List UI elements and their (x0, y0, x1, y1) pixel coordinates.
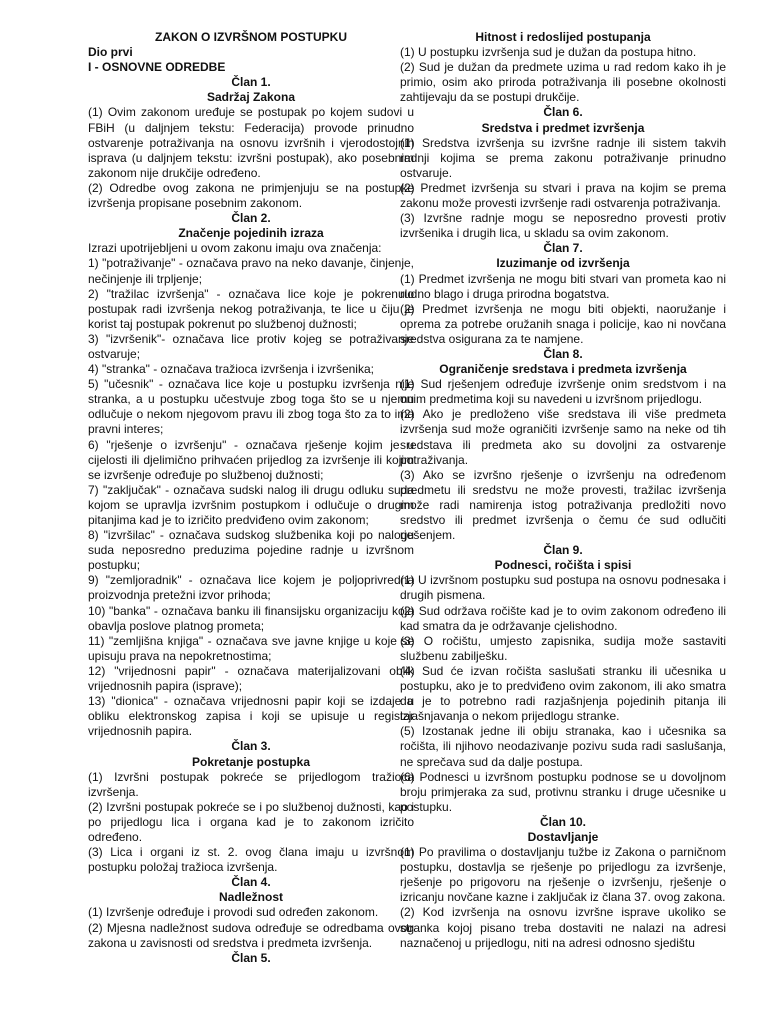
article-5-paragraph-2: (2) Sud je dužan da predmete uzima u rad redom kako ih je primio, osim ako priroda potraživanja ili posebne okolnosti zahtijevaju da se postupi drukčije. (400, 60, 726, 105)
article-3-paragraph-3: (3) Lica i organi iz st. 2. ovog člana imaju u izvršnom postupku položaj tražioca izvršenja. (88, 845, 414, 875)
article-9-heading: Član 9. (543, 543, 583, 558)
article-8-paragraph-3: (3) Ako se izvršno rješenje o izvršenju na određenom predmetu ili sredstvu ne može provesti, tražilac izvršenja može radi namirenja istog potraživanja predložiti novo sredstvo ili predmet izvršenja o čemu će sud odlučiti rješenjem. (400, 467, 726, 543)
article-4-title: Nadležnost (218, 890, 283, 905)
article-1-title: Sadržaj Zakona (206, 90, 296, 105)
article-4-paragraph-2: (2) Mjesna nadležnost sudova određuje se odredbama ovog zakona u zavisnosti od sredstva i predmeta izvršenja. (88, 920, 414, 950)
article-9-paragraph-3: (3) O ročištu, umjesto zapisnika, sudija može sastaviti službenu zabilješku. (400, 633, 726, 663)
article-9-paragraph-1: (1) U izvršnom postupku sud postupa na osnovu podnesaka i drugih pismena. (400, 573, 726, 603)
article-4-heading: Član 4. (231, 875, 271, 890)
article-3-paragraph-1: (1) Izvršni postupak pokreće se prijedlogom tražioca izvršenja. (88, 769, 414, 799)
article-2-item-5: 5) "učesnik" - označava lice koje u postupku izvršenja nije stranka, a u postupku učestvuje zbog toga što se u njemu odlučuje o nekom njegovom pravu ili zbog toga što za to ima pravni interes; (88, 377, 414, 437)
left-column (88, 30, 414, 1020)
article-6-title: Sredstva i predmet izvršenja (481, 120, 645, 135)
article-4-paragraph-1: (1) Izvršenje određuje i provodi sud određen zakonom. (88, 905, 379, 920)
article-9-paragraph-6: (6) Podnesci u izvršnom postupku podnose se u dovoljnom broju primjeraka za sud, protivnu stranku i druge učesnike u postupku. (400, 769, 726, 814)
article-10-paragraph-2: (2) Kod izvršenja na osnovu izvršne isprave ukoliko se stranka kojoj pisano treba dostaviti ne nalazi na adresi naznačenoj u prijedlogu, niti na adresi odnosno sjedištu (400, 905, 726, 950)
article-9-paragraph-4: (4) Sud će izvan ročišta saslušati stranku ili učesnika u postupku, ako je to predviđeno ovim zakonom, ili ako smatra da je to potrebno radi razjašnjenja pojedinih pitanja ili izjašnjavanja o nekom prijedlogu stranke. (400, 663, 726, 724)
article-10-title: Dostavljanje (527, 829, 599, 844)
article-6-heading: Član 6. (543, 105, 583, 120)
article-8-paragraph-2: (2) Ako je predloženo više sredstava ili više predmeta izvršenja sud može ograničiti izvršenje samo na neke od tih sredstava ili predmeta ako su dovoljni za ostvarenje potraživanja. (400, 407, 726, 467)
right-column (400, 30, 726, 1020)
section-heading: I - OSNOVNE ODREDBE (88, 60, 226, 75)
article-9-paragraph-2: (2) Sud održava ročište kad je to ovim zakonom određeno ili kad smatra da je održavanje cjelishodno. (400, 603, 726, 633)
article-2-intro: Izrazi upotrijebljeni u ovom zakonu imaju ova značenja: (88, 241, 382, 256)
article-3-title: Pokretanje postupka (191, 754, 311, 769)
article-10-paragraph-1: (1) Po pravilima o dostavljanju tužbe iz Zakona o parničnom postupku, dostavlja se rješenje po prijedlogu za izvršenje, rješenje po prigovoru na rješenje o izvršenju, rješenje o izricanju novčane kazne i zaključak iz člana 37. ovog zakona. (400, 845, 726, 905)
article-1-paragraph-1: (1) Ovim zakonom uređuje se postupak po kojem sudovi u FBiH (u daljnjem tekstu: Federacija) provode prinudno ostvarenje potraživanja na osnovu izvršnih i vjerodostojnih isprava (u daljnjem tekstu: izvršni postupak), ako posebnim zakonom nije drukčije određeno. (88, 105, 414, 180)
article-2-item-8: 8) "izvršilac" - označava sudskog službenika koji po nalogu suda neposredno preduzima pojedine radnje u izvršnom postupku; (88, 528, 414, 573)
law-title: ZAKON O IZVRŠNOM POSTUPKU (154, 30, 347, 44)
article-7-heading: Član 7. (543, 241, 583, 256)
article-2-title: Značenje pojedinih izraza (178, 226, 324, 241)
article-3-heading: Član 3. (231, 739, 271, 754)
article-2-item-1: 1) "potraživanje" - označava pravo na neko davanje, činjenje, nečinjenje ili trpljenje; (88, 256, 414, 286)
article-8-title: Ograničenje sredstava i predmeta izvršenja (439, 362, 687, 377)
article-2-heading: Član 2. (231, 211, 271, 226)
part-heading: Dio prvi (88, 45, 133, 60)
article-2-item-7: 7) "zaključak" - označava sudski nalog ili drugu odluku suda kojom se upravlja izvršnim postupkom i odlučuje o drugim pitanjima kad je to izričito predviđeno ovim zakonom; (88, 482, 414, 527)
article-2-item-3: 3) "izvršenik"- označava lice protiv kojeg se potraživanje ostvaruje; (88, 331, 414, 361)
article-9-paragraph-5: (5) Izostanak jedne ili obiju stranaka, kao i učesnika sa ročišta, ili njihovo neodazivanje pozivu suda radi saslušanja, ne sprečava sud da dalje postupa. (400, 724, 726, 769)
article-10-heading: Član 10. (539, 814, 587, 829)
article-5-title: Hitnost i redoslijed postupanja (475, 30, 651, 44)
article-2-item-2: 2) "tražilac izvršenja" - označava lice koje je pokrenulo postupak radi izvršenja nekog potraživanja, te lice u čiju je korist taj postupak pokrenut po službenoj dužnosti; (88, 286, 414, 331)
article-2-item-11: 11) "zemljišna knjiga" - označava sve javne knjige u koje se upisuju prava na nepokretnostima; (88, 633, 414, 663)
article-2-item-6: 6) "rješenje o izvršenju" - označava rješenje kojim je u cijelosti ili djelimično prihvaćen prijedlog za izvršenje ili kojim se izvršenje određuje po službenoj dužnosti; (88, 437, 414, 482)
article-2-item-10: 10) "banka" - označava banku ili finansijsku organizaciju koja obavlja poslove platnog prometa; (88, 603, 414, 633)
article-6-paragraph-1: (1) Sredstva izvršenja su izvršne radnje ili sistem takvih radnji kojima se prema zakonu potraživanje prinudno ostvaruje. (400, 135, 726, 180)
article-7-title: Izuzimanje od izvršenja (496, 256, 630, 271)
article-7-paragraph-1: (1) Predmet izvršenja ne mogu biti stvari van prometa kao ni rudno blago i druga prirodna bogatstva. (400, 271, 726, 301)
article-1-heading: Član 1. (231, 75, 271, 90)
article-2-item-12: 12) "vrijednosni papir" - označava materijalizovani oblik vrijednosnih papira (isprave); (88, 663, 414, 694)
article-2-item-13: 13) "dionica" - označava vrijednosni papir koji se izdaje u obliku elektronskog zapisa i koji se upisuje u registar vrijednosnih papira. (88, 694, 414, 739)
article-5-heading: Član 5. (231, 950, 271, 965)
article-6-paragraph-2: (2) Predmet izvršenja su stvari i prava na kojim se prema zakonu može provesti izvršenje radi ostvarenja potraživanja. (400, 180, 726, 211)
article-3-paragraph-2: (2) Izvršni postupak pokreće se i po službenoj dužnosti, kao i po prijedlogu lica i organa kad je to zakonom izričito određeno. (88, 799, 414, 844)
article-6-paragraph-3: (3) Izvršne radnje mogu se neposredno provesti protiv izvršenika i drugih lica, u skladu sa ovim zakonom. (400, 211, 726, 241)
article-8-heading: Član 8. (543, 346, 583, 361)
article-8-paragraph-1: (1) Sud rješenjem određuje izvršenje onim sredstvom i na onim predmetima koji su navedeni u izvršnom prijedlogu. (400, 377, 726, 407)
article-9-title: Podnesci, ročišta i spisi (494, 558, 632, 573)
article-5-paragraph-1: (1) U postupku izvršenja sud je dužan da postupa hitno. (400, 45, 697, 60)
article-2-item-9: 9) "zemljoradnik" - označava lice kojem je poljoprivredna proizvodnja pretežni izvor prihoda; (88, 573, 414, 603)
article-1-paragraph-2: (2) Odredbe ovog zakona ne primjenjuju se na postupke izvršenja propisane posebnim zakonom. (88, 180, 414, 211)
article-2-item-4: 4) "stranka" - označava tražioca izvršenja i izvršenika; (88, 362, 374, 377)
article-7-paragraph-2: (2) Predmet izvršenja ne mogu biti objekti, naoružanje i oprema za potrebe oružanih snaga i policije, kao ni novčana sredstva osigurana za te namjene. (400, 301, 726, 346)
